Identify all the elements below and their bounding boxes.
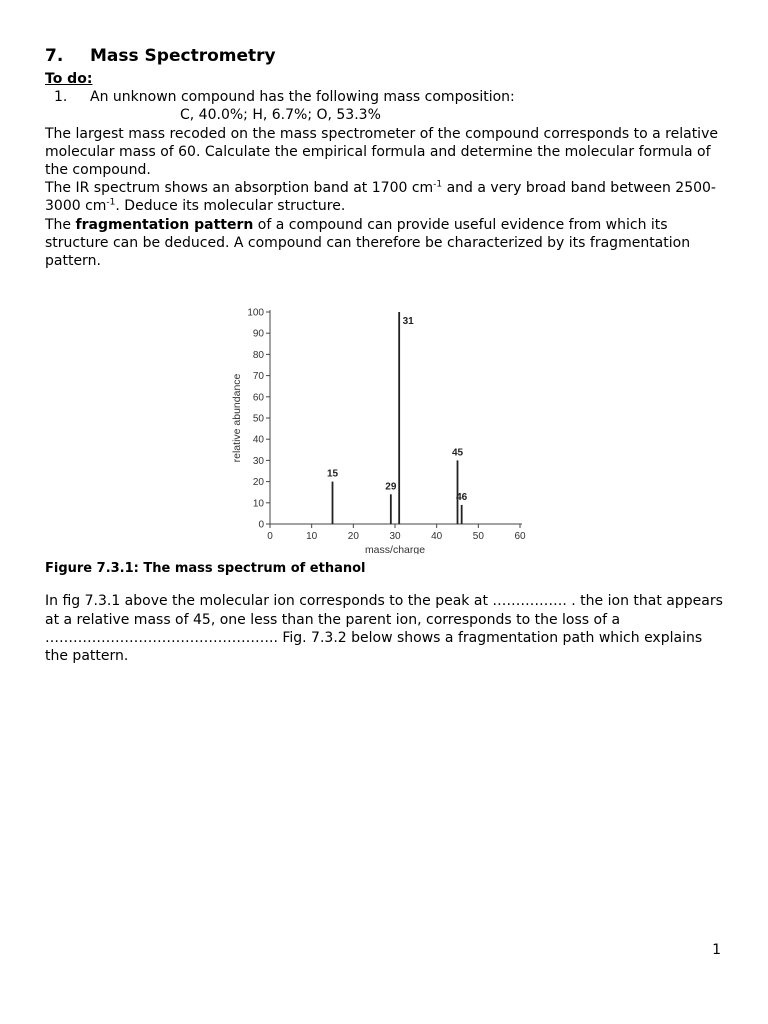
- frag-lead: The: [45, 216, 76, 233]
- question-number: 1.: [54, 89, 68, 106]
- analysis-paragraph: In fig 7.3.1 above the molecular ion corresponds to the peak at ……………. . the ion that appears at a relative mass of 45, one less than the parent ion, corresponds to the loss of a ………………………………………….. Fig. 7.3.2 below shows a fragmentation path which explains the pattern.: [45, 593, 723, 665]
- frag-rest: of a compound can provide useful evidence from which its structure can be deduced. A compound can therefore be characterized by its fragmentation pattern.: [45, 216, 691, 270]
- x-tick-label: 50: [472, 531, 484, 543]
- peak-label-29: 29: [385, 481, 397, 493]
- ir-sup-2: -1: [106, 197, 116, 208]
- y-tick-label: 50: [252, 413, 264, 425]
- ir-text-b: and a very broad band between 2500-3000 cm: [45, 180, 716, 215]
- y-tick-label: 90: [252, 328, 264, 340]
- mass-composition: C, 40.0%; H, 6.7%; O, 53.3%: [180, 107, 381, 124]
- question-intro-text: An unknown compound has the following mass composition:: [90, 89, 515, 106]
- y-tick-label: 20: [252, 477, 264, 489]
- peak-label-46: 46: [456, 492, 468, 504]
- y-tick-label: 60: [252, 392, 264, 404]
- page-number: 1: [712, 942, 721, 958]
- peak-label-31: 31: [402, 316, 414, 328]
- x-tick-label: 40: [431, 531, 443, 543]
- x-tick-label: 20: [347, 531, 359, 543]
- y-tick-label: 30: [252, 456, 264, 468]
- section-number: 7.: [45, 46, 64, 66]
- figure-caption: Figure 7.3.1: The mass spectrum of ethanol: [45, 561, 366, 577]
- x-axis-label: mass/charge: [364, 544, 426, 555]
- ir-sup-1: -1: [433, 179, 443, 190]
- section-heading: [45, 46, 725, 66]
- y-tick-label: 100: [247, 307, 264, 319]
- peak-label-45: 45: [451, 447, 464, 459]
- x-tick-label: 60: [514, 531, 526, 543]
- fragmentation-paragraph: [45, 216, 725, 271]
- y-tick-label: 70: [252, 371, 264, 383]
- x-tick-label: 0: [267, 531, 273, 543]
- y-tick-label: 80: [252, 350, 264, 362]
- question-1-paragraph-1: The largest mass recoded on the mass spectrometer of the compound corresponds to a relative molecular mass of 60. Calculate the empirical formula and determine the molecular formula of the compound.: [45, 125, 718, 179]
- ir-text-a: The IR spectrum shows an absorption band at 1700 cm: [45, 180, 434, 197]
- y-axis-label: relative abundance: [231, 373, 243, 463]
- mass-spectrum-figure: [45, 282, 725, 554]
- x-tick-label: 10: [306, 531, 318, 543]
- mass-spectrum-chart: [228, 282, 528, 554]
- question-1-paragraph-2: [45, 179, 725, 215]
- question-1-intro: [45, 88, 725, 106]
- section-title: Mass Spectrometry: [90, 46, 276, 66]
- y-tick-label: 10: [252, 498, 264, 510]
- frag-bold: fragmentation pattern: [75, 216, 254, 233]
- peak-label-15: 15: [326, 468, 339, 480]
- ir-text-c: . Deduce its molecular structure.: [115, 198, 346, 215]
- todo-label: To do:: [45, 71, 93, 87]
- y-tick-label: 0: [258, 519, 264, 531]
- x-tick-label: 30: [389, 531, 401, 543]
- document-body: [45, 46, 725, 665]
- y-tick-label: 40: [252, 434, 264, 446]
